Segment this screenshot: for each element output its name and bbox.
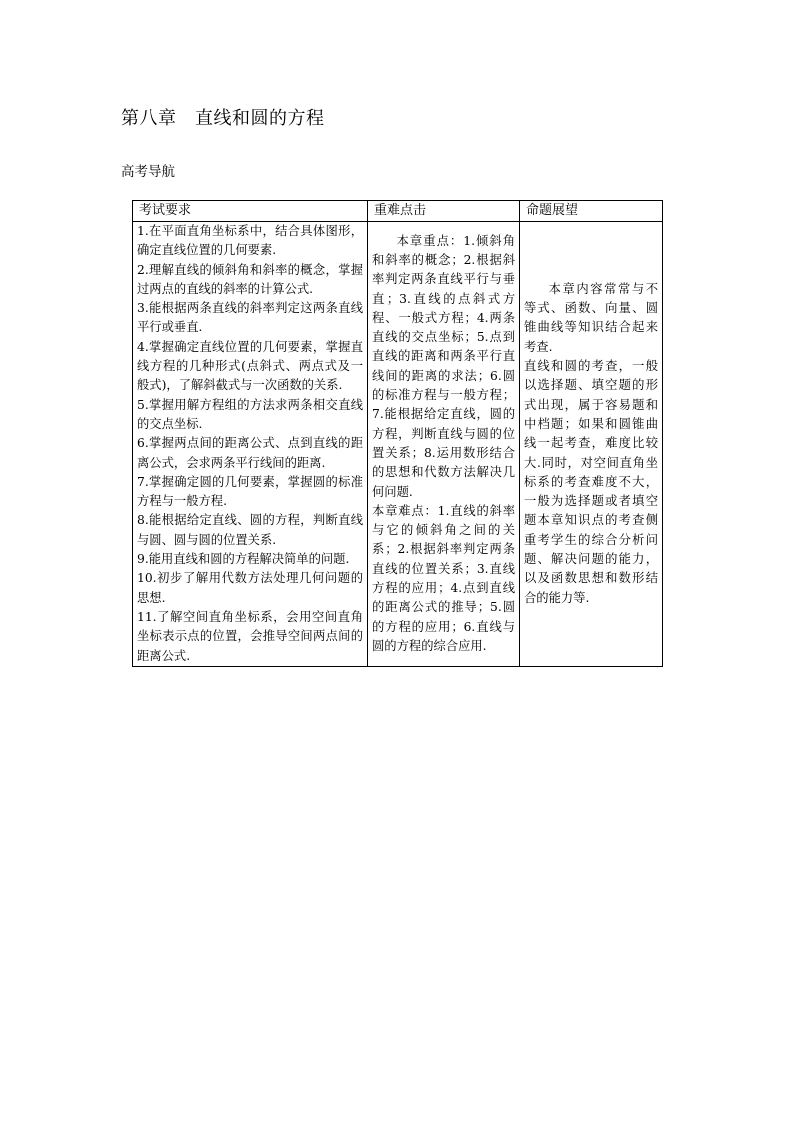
- requirement-item: 9.能用直线和圆的方程解决简单的问题.: [137, 552, 350, 567]
- requirement-item: 3.能根据两条直线的斜率判定这两条直线平行或垂直.: [137, 301, 363, 335]
- outlook-text: 直线和圆的考查，一般以选择题、填空题的形式出现，属于容易题和中档题；如果和圆锥曲线一起考查，难度比较大.同时，对空间直角坐标系的考查难度不大，一般为选择题或者填空题本章知识点的考查侧重考学生的综合分析问题、解决问题的能力，以及函数思想和数形结合的能力等.: [524, 359, 658, 605]
- requirement-item: 5.掌握用解方程组的方法求两条相交直线的交点坐标.: [137, 397, 363, 431]
- requirement-item: 10.初步了解用代数方法处理几何问题的思想.: [137, 571, 363, 605]
- header-key-points: 重难点击: [368, 201, 520, 222]
- requirement-item: 6.掌握两点间的距离公式、点到直线的距离公式，会求两条平行线间的距离.: [137, 436, 363, 470]
- requirement-item: 11.了解空间直角坐标系，会用空间直角坐标表示点的位置，会推导空间两点间的距离公式.: [137, 609, 363, 663]
- difficult-points-text: 本章难点：1.直线的斜率与它的倾斜角之间的关系；2.根据斜率判定两条直线的位置关系；3.直线方程的应用；4.点到直线的距离公式的推导；5.圆的方程的应用；6.直线与圆的方程的综合应用.: [372, 503, 515, 653]
- requirement-item: 8.能根据给定直线、圆的方程，判断直线与圆、圆与圆的位置关系.: [137, 513, 363, 547]
- outlook-cell: [520, 222, 663, 667]
- requirement-item: 1.在平面直角坐标系中，结合具体图形，确定直线位置的几何要素.: [137, 224, 363, 258]
- requirement-item: 7.掌握确定圆的几何要素，掌握圆的标准方程与一般方程.: [137, 474, 363, 509]
- header-outlook: 命题展望: [520, 201, 663, 222]
- section-subtitle: 高考导航: [121, 164, 175, 180]
- requirement-item: 4.掌握确定直线位置的几何要素，掌握直线方程的几种形式(点斜式、两点式及一般式)，了解斜截式与一次函数的关系.: [137, 339, 363, 393]
- header-exam-requirements: 考试要求: [133, 201, 368, 222]
- table-body-row: [133, 222, 663, 667]
- table-header-row: [133, 201, 663, 222]
- key-points-cell: [368, 222, 520, 667]
- outlook-text: 本章内容常常与不等式、函数、向量、圆锥曲线等知识结合起来考查.: [524, 281, 658, 354]
- key-points-text: 本章重点：1.倾斜角和斜率的概念；2.根据斜率判定两条直线平行与垂直；3.直线的点斜式方程、一般式方程；4.两条直线的交点坐标；5.点到直线的距离和两条平行直线间的距离的求法；6.圆的标准方程与一般方程；7.能根据给定直线，圆的方程，判断直线与圆的位置关系；8.运用数形结合的思想和代数方法解决几何问题.: [372, 233, 515, 499]
- exam-guide-table: [132, 200, 663, 667]
- chapter-title: 第八章 直线和圆的方程: [121, 108, 325, 129]
- requirement-item: 2.理解直线的倾斜角和斜率的概念，掌握过两点的直线的斜率的计算公式.: [137, 262, 363, 296]
- requirements-cell: [133, 222, 368, 667]
